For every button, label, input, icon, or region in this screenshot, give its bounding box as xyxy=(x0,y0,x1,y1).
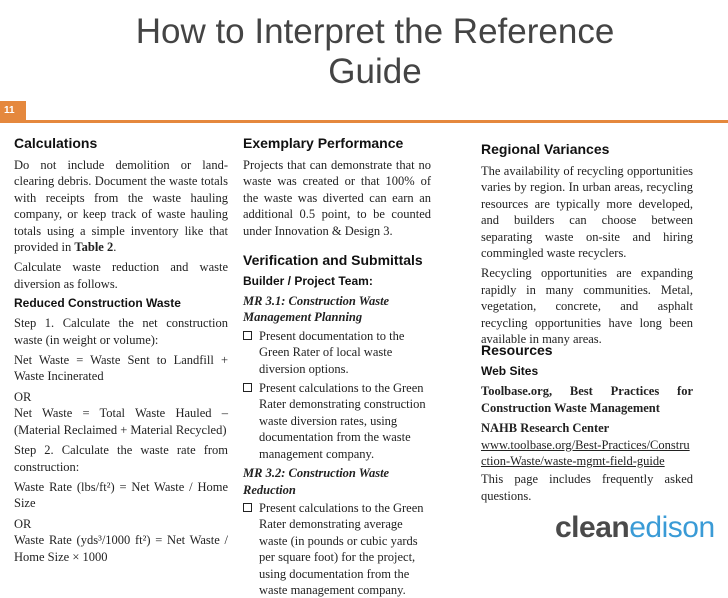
bullet-text: Present calculations to the Green Rater demonstrating average waste (in pounds or cubic yards per square foot) for the project, using documentation from the waste management company. xyxy=(259,500,424,597)
checkbox-icon xyxy=(243,383,252,392)
regional-text-2: Recycling opportunities are expanding rapidly in many communities. Metal, vegetation, concrete, and asphalt recycling opportunities have long been available in many areas. xyxy=(481,266,693,347)
mr32-heading: MR 3.2: Construction Waste Reduction xyxy=(243,466,390,497)
equation-net-waste-1: Net Waste = Waste Sent to Landfill + Waste Incinerated xyxy=(14,353,228,384)
resources-heading: Resources xyxy=(481,342,553,359)
resource-desc-clip xyxy=(481,471,693,503)
table-ref: Table 2 xyxy=(74,240,114,255)
calculations-p2: Calculate waste reduction and waste diversion as follows. xyxy=(14,260,228,291)
equation-waste-rate-1: Waste Rate (lbs/ft²) = Net Waste / Home Size xyxy=(14,479,228,511)
intro-end: . xyxy=(113,240,117,255)
intro-text: Do not include demolition or land-clearing debris. Document the waste totals with receipts from the waste hauling company, or keep track of waste hauling totals using a simple inventory like that provided in xyxy=(14,158,228,255)
equation-net-waste-2: Net Waste = Total Waste Hauled – (Material Reclaimed + Material Recycled) xyxy=(14,406,228,437)
bullet-text: Present calculations to the Green Rater demonstrating construction waste diversion rates, using documentation from the waste management company. xyxy=(259,381,426,461)
project-team-label: Builder / Project Team: xyxy=(243,274,373,289)
websites-label: Web Sites xyxy=(481,364,539,379)
calculations-intro xyxy=(14,157,228,255)
step1-text: Step 1. Calculate the net construction waste (in weight or volume): xyxy=(14,316,228,347)
cleanedison-logo xyxy=(555,508,723,548)
equation-waste-rate-2: Waste Rate (yds³/1000 ft²) = Net Waste / Home Size × 1000 xyxy=(14,533,228,564)
logo-part-2: edison xyxy=(629,511,715,544)
checkbox-icon xyxy=(243,331,252,340)
calculations-heading: Calculations xyxy=(14,135,98,151)
slide-title: How to Interpret the Reference Guide xyxy=(135,12,615,91)
exemplary-text: Projects that can demonstrate that no waste was created or that 100% of the waste was diverted can earn an additional 0.5 point, to be counted under Innovation & Design 3. xyxy=(243,158,431,238)
mr31-heading: MR 3.1: Construction Waste Management Planning xyxy=(243,294,390,325)
regional-text-1: The availability of recycling opportunities varies by region. In urban areas, recycling resources are typically more developed, and builders can choose between separating waste on-site and hiring commingled waste recyclers. xyxy=(481,164,693,261)
reduced-waste-heading: Reduced Construction Waste xyxy=(14,296,181,311)
resource-title-2-text: NAHB Research Center xyxy=(481,421,610,436)
regional-column xyxy=(481,140,693,503)
resource-link[interactable]: www.toolbase.org/Best-Practices/Construction-Waste/waste-mgmt-field-guide xyxy=(481,437,690,469)
step2-text: Step 2. Calculate the waste rate from construction: xyxy=(14,443,228,474)
exemplary-column xyxy=(243,134,431,597)
bullet-text: Present documentation to the Green Rater of local waste diversion options. xyxy=(259,328,405,376)
resource-desc: This page includes frequently asked questions. xyxy=(481,472,693,503)
resource-title-1-text: Toolbase.org, Best Practices for Construction Waste Management xyxy=(481,384,693,415)
header-divider xyxy=(0,120,728,123)
or-label-1: OR xyxy=(14,389,32,404)
regional-text-2-clip xyxy=(481,265,693,347)
slide-number: 11 xyxy=(0,101,26,121)
bullet-item xyxy=(243,328,431,377)
bullet-item xyxy=(243,500,431,598)
exemplary-heading: Exemplary Performance xyxy=(243,135,404,151)
or-label-2: OR xyxy=(14,516,32,531)
verification-heading: Verification and Submittals xyxy=(243,252,423,269)
calculations-column xyxy=(14,134,228,564)
resource-title-1 xyxy=(481,383,693,416)
bullet-item xyxy=(243,380,431,462)
resource-title-2 xyxy=(481,420,693,436)
logo-part-1: clean xyxy=(555,511,630,544)
regional-heading: Regional Variances xyxy=(481,141,610,157)
checkbox-icon xyxy=(243,503,252,512)
